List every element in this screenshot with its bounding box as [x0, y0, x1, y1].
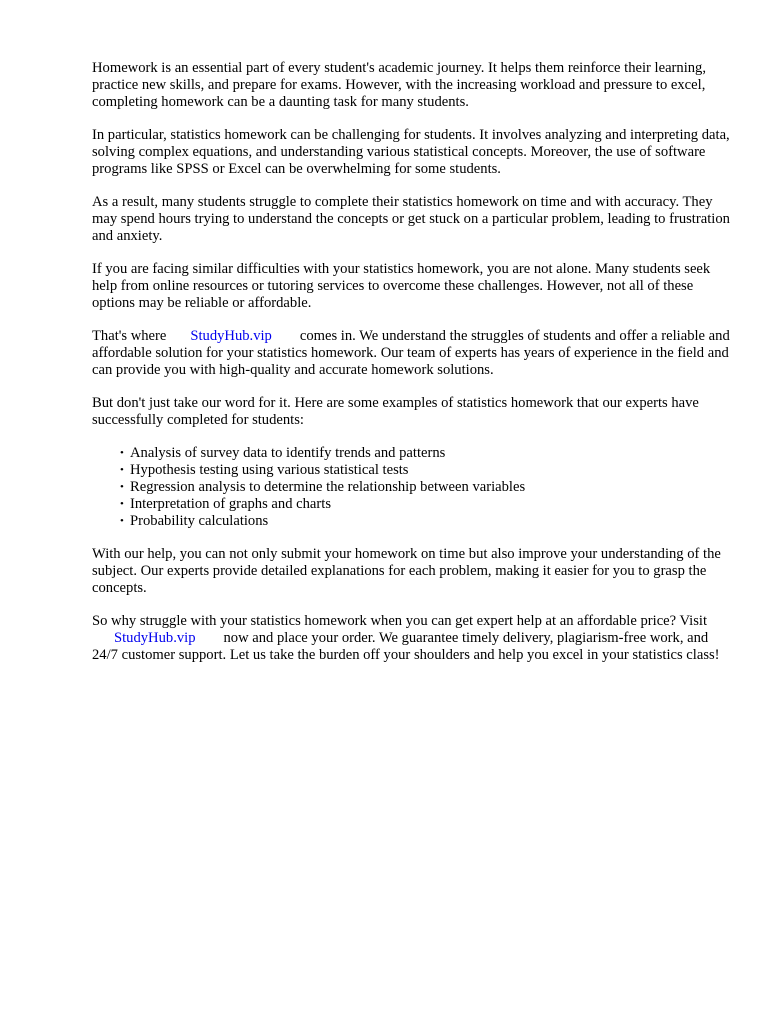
- document-body: [92, 60, 737, 680]
- cta-text-after: now and place your order. We guarantee timely delivery, plagiarism-free work, and 24/7 customer support. Let us take the burden off your shoulders and help you excel in your statistics class!: [92, 630, 720, 663]
- list-item-text: Interpretation of graphs and charts: [130, 496, 331, 512]
- service-text-after: comes in. We understand the struggles of students and offer a reliable and affordable solution for your statistics homework. Our team of experts has years of experience in the field and can provide you with high-quality and accurate homework solutions.: [92, 328, 730, 378]
- list-item: [120, 462, 737, 479]
- service-text-before: That's where: [92, 328, 167, 344]
- bullet-icon: •: [120, 515, 124, 527]
- bullet-icon: •: [120, 464, 124, 476]
- list-item: [120, 479, 737, 496]
- list-item-text: Probability calculations: [130, 513, 269, 529]
- call-to-action-paragraph: [92, 613, 737, 664]
- challenge-paragraph: In particular, statistics homework can be challenging for students. It involves analyzing and interpreting data, solving complex equations, and understanding various statistical concepts. Moreover, the use of software programs like SPSS or Excel can be overwhelming for some students.: [92, 127, 730, 177]
- studyhub-link[interactable]: StudyHub.vip: [190, 328, 272, 344]
- studyhub-visit-link[interactable]: StudyHub.vip: [114, 630, 196, 646]
- list-item-text: Hypothesis testing using various statistical tests: [130, 462, 409, 478]
- list-item-text: Analysis of survey data to identify trends and patterns: [130, 445, 446, 461]
- service-paragraph: [92, 328, 737, 379]
- benefits-paragraph: With our help, you can not only submit your homework on time but also improve your understanding of the subject. Our experts provide detailed explanations for each problem, making it easier for you to grasp the concepts.: [92, 546, 721, 596]
- difficulties-paragraph: If you are facing similar difficulties with your statistics homework, you are not alone. Many students seek help from online resources or tutoring services to overcome these challenges. However, not all of these options may be reliable or affordable.: [92, 261, 711, 311]
- examples-intro-paragraph: But don't just take our word for it. Here are some examples of statistics homework that our experts have successfully completed for students:: [92, 395, 699, 428]
- list-item: [120, 496, 737, 513]
- list-item-text: Regression analysis to determine the relationship between variables: [130, 479, 526, 495]
- list-item: [120, 513, 737, 530]
- bullet-icon: •: [120, 498, 124, 510]
- cta-text-before: So why struggle with your statistics homework when you can get expert help at an affordable price? Visit: [92, 613, 708, 629]
- list-item: [120, 445, 737, 462]
- bullet-icon: •: [120, 447, 124, 459]
- intro-paragraph: Homework is an essential part of every student's academic journey. It helps them reinforce their learning, practice new skills, and prepare for exams. However, with the increasing workload and pressure to excel, completing homework can be a daunting task for many students.: [92, 60, 706, 110]
- struggle-paragraph: As a result, many students struggle to complete their statistics homework on time and with accuracy. They may spend hours trying to understand the concepts or get stuck on a particular problem, leading to frustration and anxiety.: [92, 194, 730, 244]
- examples-list: [92, 445, 737, 530]
- bullet-icon: •: [120, 481, 124, 493]
